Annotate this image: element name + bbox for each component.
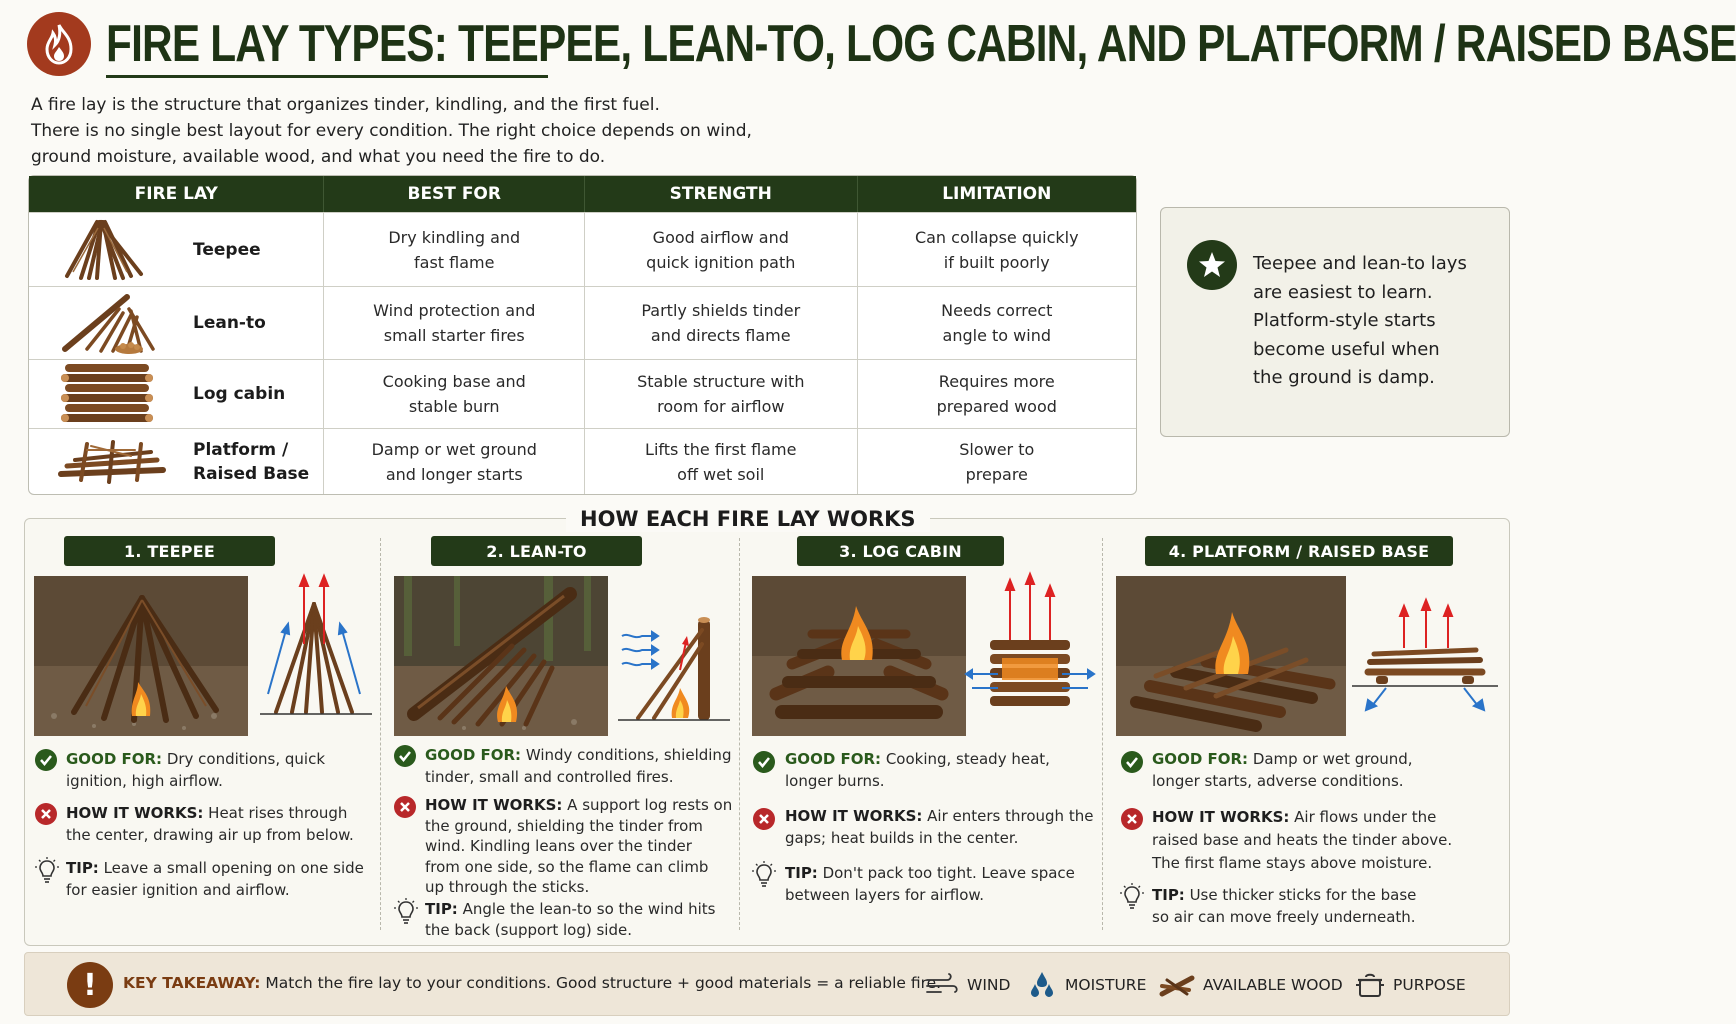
good-for-lead: GOOD FOR:	[785, 750, 882, 768]
cell-line: Requires more	[938, 372, 1055, 391]
column-header-limitation: LIMITATION	[942, 184, 1052, 204]
tip-body: Leave a small opening on one side	[98, 859, 364, 877]
best-for-cell	[324, 287, 585, 359]
how-it-works-body: raised base and heats the tinder above.	[1152, 831, 1453, 849]
x-icon	[753, 808, 775, 830]
takeaway-body: Match the fire lay to your conditions. Good structure + good materials = a reliable fire.	[260, 974, 942, 992]
cell-line: angle to wind	[942, 326, 1051, 345]
table-row	[29, 286, 1136, 359]
lightbulb-icon	[752, 861, 776, 889]
log-cabin-photo	[752, 576, 966, 736]
cell-line: prepare	[965, 464, 1028, 484]
good-for-body: ignition, high airflow.	[66, 771, 223, 790]
column-header-fire-lay: FIRE LAY	[29, 176, 324, 212]
factor-available-wood	[1159, 969, 1343, 1001]
cell-line: fast flame	[414, 252, 495, 272]
table-row	[29, 212, 1136, 286]
tip-body: for easier ignition and airflow.	[66, 880, 290, 899]
x-icon	[1121, 808, 1143, 830]
good-for-body: Dry conditions, quick	[162, 750, 326, 768]
page-title: FIRE LAY TYPES: TEEPEE, LEAN-TO, LOG CABIN, AND PLATFORM / RAISED BASE	[106, 15, 1736, 73]
how-it-works-text	[785, 806, 1095, 849]
tip-body: Don't pack too tight. Leave space	[817, 864, 1075, 882]
log-cabin-airflow-diagram	[970, 574, 1090, 724]
strength-cell	[585, 360, 858, 428]
intro-line: A fire lay is the structure that organizes tinder, kindling, and the first fuel.	[31, 95, 660, 115]
table-header-row	[29, 176, 1136, 212]
check-icon	[753, 751, 775, 773]
intro-line: There is no single best layout for every condition. The right choice depends on wind,	[31, 121, 752, 141]
column-header-best-for: BEST FOR	[324, 176, 585, 212]
callout-line: Teepee and lean-to lays	[1253, 253, 1467, 274]
fire-lay-cell	[29, 429, 324, 494]
fire-lay-name: Lean-to	[193, 313, 266, 333]
panel-divider	[739, 538, 740, 930]
limitation-cell	[858, 429, 1136, 494]
how-it-works-body: Heat rises through	[203, 804, 348, 822]
factor-label: WIND	[967, 976, 1011, 994]
fire-lay-name: Teepee	[193, 239, 261, 260]
lightbulb-icon	[35, 857, 59, 885]
how-it-works-body: Air enters through the	[922, 807, 1094, 825]
tip-text	[785, 863, 1095, 906]
check-icon	[394, 745, 416, 767]
tip-lead: TIP:	[425, 900, 458, 918]
best-for-cell	[324, 360, 585, 428]
panel-label-platform: 4. PLATFORM / RAISED BASE	[1145, 536, 1453, 566]
tip-body: Angle the lean-to so the wind hits	[457, 900, 716, 918]
good-for-body: longer starts, adverse conditions.	[1152, 771, 1404, 790]
section-title: HOW EACH FIRE LAY WORKS	[566, 506, 930, 532]
cell-line: prepared wood	[936, 397, 1057, 416]
tip-text	[1152, 885, 1482, 928]
takeaway-lead: KEY TAKEAWAY:	[123, 974, 261, 992]
how-it-works-text	[1152, 806, 1482, 875]
callout-text	[1253, 250, 1493, 393]
lean-to-lay-icon	[57, 291, 167, 355]
log-cabin-fire-illustration	[752, 576, 966, 736]
panel-divider	[380, 538, 381, 930]
good-for-text	[785, 749, 1095, 792]
callout-line: become useful when	[1253, 338, 1440, 360]
platform-fire-illustration	[1116, 576, 1346, 736]
cell-line: Stable structure with	[637, 372, 805, 391]
lean-to-photo	[394, 576, 608, 736]
log-cabin-lay-icon	[57, 362, 167, 426]
how-it-works-body: from one side, so the flame can climb	[425, 857, 709, 876]
how-it-works-body: The first flame stays above moisture.	[1152, 854, 1433, 872]
strength-cell	[585, 213, 858, 286]
tip-lead: TIP:	[785, 864, 818, 882]
how-it-works-lead: HOW IT WORKS:	[1152, 808, 1290, 826]
tip-body: Use thicker sticks for the base	[1184, 886, 1417, 904]
panel-divider	[1102, 538, 1103, 930]
how-it-works-lead: HOW IT WORKS:	[425, 796, 563, 814]
good-for-body: Windy conditions, shielding	[521, 746, 732, 764]
cell-line: and longer starts	[385, 464, 523, 484]
cell-line: Lifts the first flame	[645, 439, 797, 459]
wind-icon	[925, 973, 959, 997]
good-for-text	[1152, 749, 1482, 792]
x-icon	[35, 803, 57, 825]
how-it-works-body: Air flows under the	[1289, 808, 1437, 826]
how-it-works-body: gaps; heat builds in the center.	[785, 828, 1019, 847]
limitation-cell	[858, 213, 1136, 286]
tip-lead: TIP:	[1152, 886, 1185, 904]
callout-line: Platform-style starts	[1253, 310, 1436, 331]
wood-icon	[1159, 972, 1195, 998]
cell-line: room for airflow	[657, 397, 785, 416]
how-it-works-lead: HOW IT WORKS:	[66, 804, 204, 822]
fire-lay-name: Platform /	[193, 439, 289, 460]
good-for-lead: GOOD FOR:	[1152, 750, 1249, 768]
platform-photo	[1116, 576, 1346, 736]
factor-moisture	[1027, 969, 1146, 1001]
cell-line: Good airflow and	[652, 227, 789, 247]
cell-line: Damp or wet ground	[371, 439, 537, 459]
pot-icon	[1355, 971, 1385, 999]
fire-lay-name: Log cabin	[193, 384, 286, 404]
tip-callout-box	[1160, 207, 1510, 437]
good-for-body: tinder, small and controlled fires.	[425, 767, 674, 786]
tip-lead: TIP:	[66, 859, 99, 877]
cell-line: quick ignition path	[646, 252, 796, 272]
panel-label-teepee: 1. TEEPEE	[64, 536, 275, 566]
teepee-lay-icon	[57, 218, 167, 282]
cell-line: and directs flame	[650, 326, 791, 345]
good-for-body: longer burns.	[785, 771, 885, 790]
lightbulb-icon	[394, 898, 418, 926]
factor-label: MOISTURE	[1065, 976, 1147, 994]
flame-icon	[41, 23, 77, 65]
column-header-strength: STRENGTH	[585, 176, 858, 212]
how-it-works-text	[425, 795, 735, 898]
panel-label-lean-to: 2. LEAN-TO	[431, 536, 642, 566]
lean-to-wind-diagram	[614, 590, 734, 740]
how-it-works-lead: HOW IT WORKS:	[785, 807, 923, 825]
good-for-lead: GOOD FOR:	[425, 746, 522, 764]
cell-line: Needs correct	[941, 301, 1053, 320]
factor-label: PURPOSE	[1393, 976, 1466, 994]
lean-to-fire-illustration	[394, 576, 608, 736]
cell-line: Slower to	[959, 439, 1035, 459]
factor-purpose	[1355, 969, 1466, 1001]
good-for-body: Damp or wet ground,	[1248, 750, 1413, 768]
check-icon	[1121, 751, 1143, 773]
fire-lay-cell	[29, 287, 324, 359]
table-row	[29, 428, 1136, 494]
water-drops-icon	[1027, 970, 1057, 1000]
fire-lay-name: Raised Base	[193, 463, 310, 484]
callout-line: the ground is damp.	[1253, 367, 1435, 388]
cell-line: small starter fires	[383, 326, 525, 345]
star-badge	[1187, 240, 1237, 290]
tip-text	[66, 858, 366, 901]
table-row	[29, 359, 1136, 428]
cell-line: stable burn	[408, 397, 500, 416]
star-icon	[1197, 250, 1227, 280]
teepee-airflow-diagram	[256, 574, 376, 724]
tip-body: the back (support log) side.	[425, 920, 632, 939]
key-takeaway-bar	[24, 952, 1510, 1016]
good-for-body: Cooking, steady heat,	[881, 750, 1050, 768]
teepee-photo	[34, 576, 248, 736]
strength-cell	[585, 429, 858, 494]
teepee-fire-illustration	[34, 576, 248, 736]
x-icon	[394, 796, 416, 818]
cell-line: off wet soil	[677, 464, 765, 484]
cell-line: Partly shields tinder	[641, 301, 801, 320]
platform-airflow-diagram	[1350, 596, 1500, 716]
how-it-works-body: A support log rests on	[562, 796, 733, 814]
how-it-works-body: the center, drawing air up from below.	[66, 825, 354, 844]
strength-cell	[585, 287, 858, 359]
intro-paragraph	[31, 92, 791, 170]
title-underline	[106, 75, 548, 78]
takeaway-text	[123, 974, 941, 992]
factor-label: AVAILABLE WOOD	[1203, 976, 1343, 994]
cell-line: Dry kindling and	[388, 227, 521, 247]
tip-body: so air can move freely underneath.	[1152, 907, 1416, 926]
cell-line: Wind protection and	[373, 301, 536, 320]
flame-logo	[27, 12, 91, 76]
cell-line: Cooking base and	[382, 372, 526, 391]
check-icon	[35, 749, 57, 771]
lightbulb-icon	[1120, 883, 1144, 911]
good-for-text	[425, 745, 735, 788]
exclamation-icon: !	[67, 962, 113, 1008]
best-for-cell	[324, 429, 585, 494]
factor-wind	[925, 969, 1010, 1001]
fire-lay-cell	[29, 213, 324, 286]
callout-line: are easiest to learn.	[1253, 281, 1433, 303]
tip-body: between layers for airflow.	[785, 885, 985, 904]
how-it-works-body: the ground, shielding the tinder from	[425, 816, 703, 835]
how-it-works-body: up through the sticks.	[425, 878, 590, 896]
cell-line: Can collapse quickly	[914, 227, 1079, 247]
fire-lay-table	[28, 175, 1137, 495]
tip-text	[425, 899, 735, 940]
limitation-cell	[858, 287, 1136, 359]
good-for-lead: GOOD FOR:	[66, 750, 163, 768]
panel-label-log-cabin: 3. LOG CABIN	[797, 536, 1004, 566]
best-for-cell	[324, 213, 585, 286]
intro-line: ground moisture, available wood, and what you need the fire to do.	[31, 147, 606, 167]
limitation-cell	[858, 360, 1136, 428]
good-for-text	[66, 749, 356, 792]
cell-line: if built poorly	[943, 252, 1050, 272]
platform-lay-icon	[57, 430, 167, 494]
how-it-works-text	[66, 803, 366, 846]
fire-lay-cell	[29, 360, 324, 428]
how-it-works-body: wind. Kindling leans over the tinder	[425, 837, 692, 855]
